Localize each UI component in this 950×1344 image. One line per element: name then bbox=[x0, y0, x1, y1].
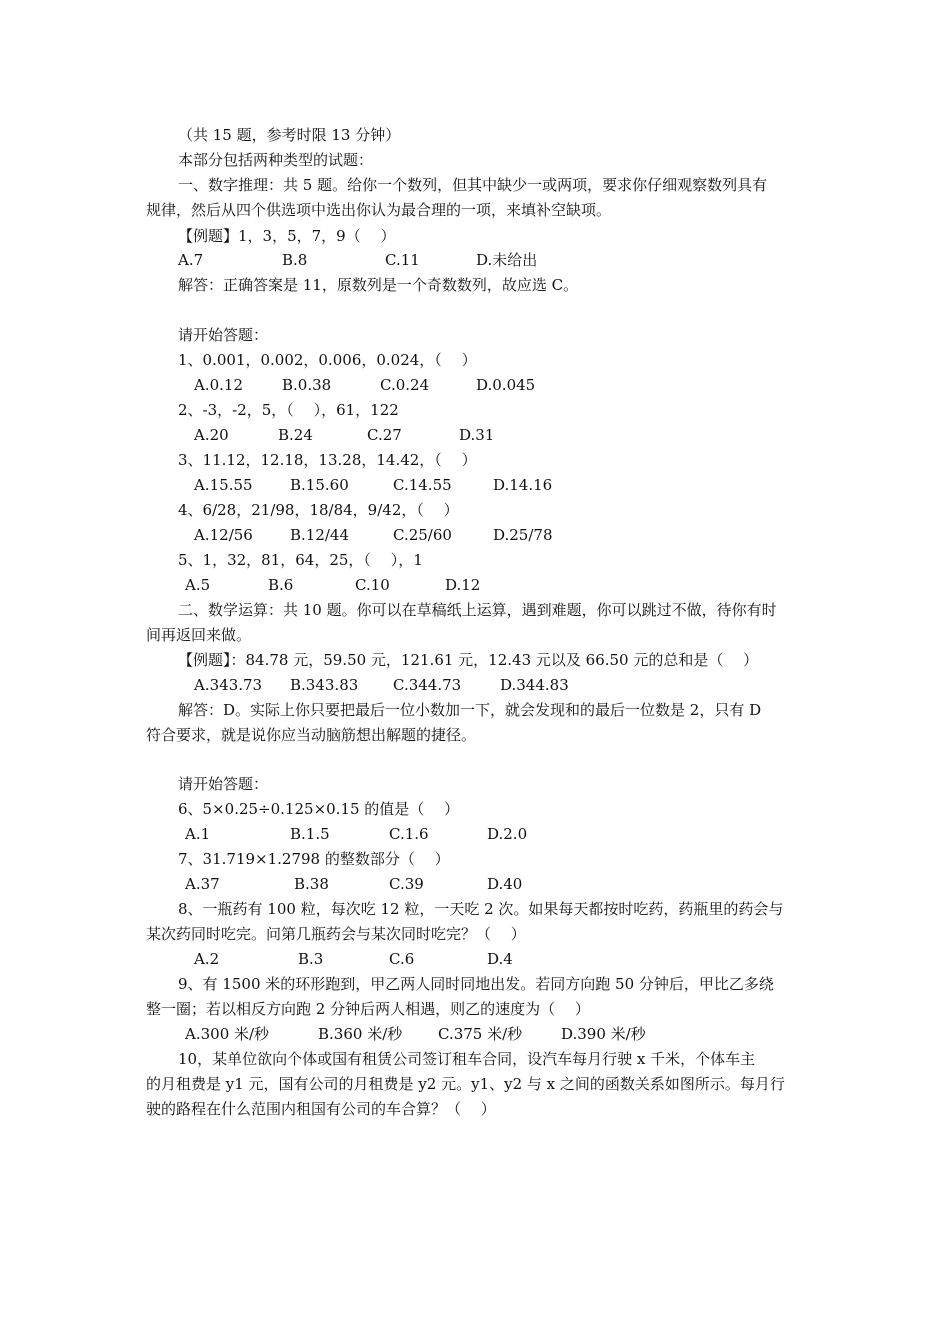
question-2: 2、-3，-2，5，（ ），61，122 bbox=[178, 401, 399, 419]
option: C.25/60 bbox=[393, 526, 452, 544]
question-9: 9、有 1500 米的环形跑到，甲乙两人同时同地出发。若同方向跑 50 分钟后，甲比乙多绕 bbox=[178, 975, 774, 993]
option: A.12/56 bbox=[194, 526, 253, 544]
question-7: 7、31.719×1.2798 的整数部分（ ） bbox=[178, 850, 450, 868]
option: B.0.38 bbox=[282, 376, 332, 394]
question-9-cont: 整一圈；若以相反方向跑 2 分钟后两人相遇，则乙的速度为（ ） bbox=[146, 1000, 590, 1018]
option: A.2 bbox=[194, 950, 220, 968]
option: A.1 bbox=[185, 825, 211, 843]
option: C.6 bbox=[389, 950, 415, 968]
option: D.31 bbox=[459, 426, 495, 444]
part1-title-cont: 规律，然后从四个供选项中选出你认为最合理的一项，来填补空缺项。 bbox=[146, 201, 612, 219]
question-10-cont: 的月租费是 y1 元，国有公司的月租费是 y2 元。y1、y2 与 x 之间的函数关系如图所示。每月行 bbox=[146, 1075, 785, 1093]
part2-title: 二、数学运算：共 10 题。你可以在草稿纸上运算，遇到难题，你可以跳过不做，待你有时 bbox=[178, 601, 777, 619]
option: D.40 bbox=[487, 875, 523, 893]
option: C.14.55 bbox=[393, 476, 452, 494]
question-6: 6、5×0.25÷0.125×0.15 的值是（ ） bbox=[178, 800, 460, 818]
part2-start: 请开始答题： bbox=[178, 775, 269, 793]
option: D.12 bbox=[445, 576, 481, 594]
option: D.0.045 bbox=[476, 376, 536, 394]
option: B.38 bbox=[294, 875, 329, 893]
part2-answer: 解答：D。实际上你只要把最后一位小数加一下，就会发现和的最后一位数是 2，只有 D bbox=[178, 701, 762, 719]
option: D.390 米/秒 bbox=[561, 1025, 646, 1043]
option: B.1.5 bbox=[290, 825, 330, 843]
option: D.4 bbox=[487, 950, 513, 968]
question-10: 10，某单位欲向个体或国有租赁公司签订租车合同，设汽车每月行驶 x 千米，个体车主 bbox=[178, 1050, 756, 1068]
option: B.6 bbox=[268, 576, 294, 594]
option: B.360 米/秒 bbox=[318, 1025, 403, 1043]
option: D.14.16 bbox=[493, 476, 553, 494]
option: C.0.24 bbox=[380, 376, 430, 394]
part2-example: 【例题】：84.78 元，59.50 元，121.61 元，12.43 元以及 66.50 元的总和是（ ） bbox=[178, 651, 759, 669]
part1-example: 【例题】1，3，5，7，9（ ） bbox=[178, 227, 396, 245]
option: B.8 bbox=[282, 251, 308, 269]
option: B.343.83 bbox=[290, 676, 359, 694]
option: B.12/44 bbox=[290, 526, 350, 544]
option: C.27 bbox=[367, 426, 402, 444]
option: D.未给出 bbox=[476, 251, 538, 269]
option: C.39 bbox=[389, 875, 424, 893]
question-8: 8、一瓶药有 100 粒，每次吃 12 粒，一天吃 2 次。如果每天都按时吃药，药瓶里的药会与 bbox=[178, 900, 784, 918]
option: A.20 bbox=[194, 426, 229, 444]
option: B.3 bbox=[298, 950, 324, 968]
option: A.15.55 bbox=[194, 476, 253, 494]
option: D.344.83 bbox=[500, 676, 569, 694]
option: C.1.6 bbox=[389, 825, 429, 843]
option: C.375 米/秒 bbox=[438, 1025, 523, 1043]
option: A.300 米/秒 bbox=[185, 1025, 270, 1043]
question-5: 5、1，32，81，64，25，（ ），1 bbox=[178, 551, 423, 569]
option: A.7 bbox=[178, 251, 204, 269]
option: A.5 bbox=[185, 576, 211, 594]
question-4: 4、6/28，21/98，18/84，9/42，（ ） bbox=[178, 501, 459, 519]
option: B.24 bbox=[278, 426, 313, 444]
part2-title-cont: 间再返回来做。 bbox=[146, 626, 252, 644]
question-10-cont-2: 驶的路程在什么范围内租国有公司的车合算？（ ） bbox=[146, 1100, 496, 1118]
option: A.0.12 bbox=[194, 376, 243, 394]
question-3: 3、11.12，12.18，13.28，14.42，（ ） bbox=[178, 451, 477, 469]
option: C.11 bbox=[385, 251, 420, 269]
part2-answer-cont: 符合要求，就是说你应当动脑筋想出解题的捷径。 bbox=[146, 726, 477, 744]
part1-start: 请开始答题： bbox=[178, 326, 269, 344]
option: D.25/78 bbox=[493, 526, 553, 544]
time-limit-note: （共 15 题，参考时限 13 分钟） bbox=[178, 126, 401, 144]
intro-line: 本部分包括两种类型的试题： bbox=[178, 151, 374, 169]
option: D.2.0 bbox=[487, 825, 528, 843]
option: C.344.73 bbox=[393, 676, 462, 694]
part1-title: 一、数字推理：共 5 题。给你一个数列，但其中缺少一或两项，要求你仔细观察数列具有 bbox=[178, 176, 768, 194]
question-1: 1、0.001，0.002，0.006，0.024，（ ） bbox=[178, 351, 477, 369]
option: A.343.73 bbox=[194, 676, 263, 694]
option: A.37 bbox=[185, 875, 220, 893]
option: C.10 bbox=[355, 576, 390, 594]
option: B.15.60 bbox=[290, 476, 349, 494]
part1-answer: 解答：正确答案是 11，原数列是一个奇数数列，故应选 C。 bbox=[178, 276, 579, 294]
question-8-cont: 某次药同时吃完。问第几瓶药会与某次同时吃完？（ ） bbox=[146, 925, 526, 943]
